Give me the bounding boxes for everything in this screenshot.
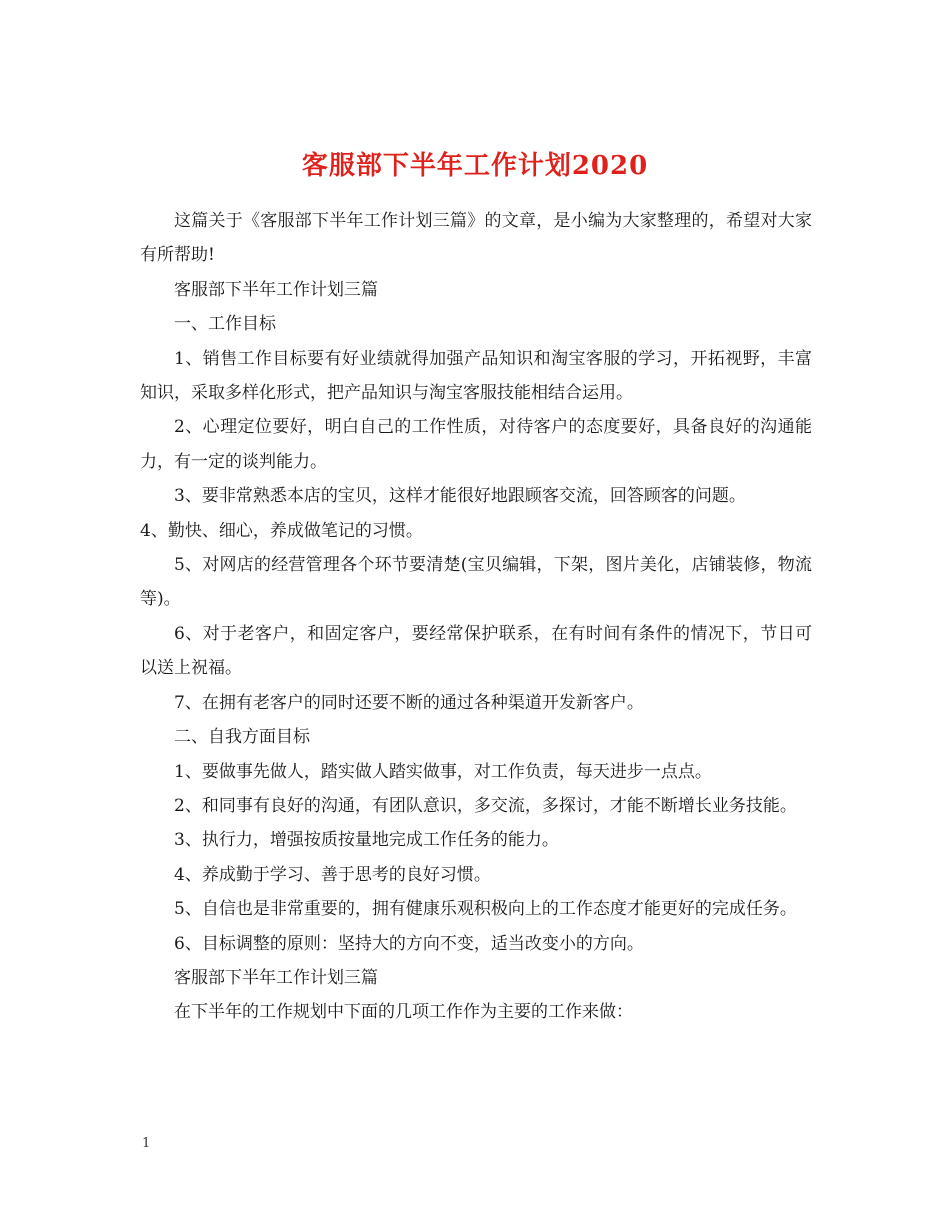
list-item-self-6: 6、目标调整的原则：坚持大的方向不变，适当改变小的方向。 xyxy=(174,933,644,954)
list-item-self-1: 1、要做事先做人，踏实做人踏实做事，对工作负责，每天进步一点点。 xyxy=(174,761,712,782)
paragraph-plan-intro: 在下半年的工作规划中下面的几项工作作为主要的工作来做： xyxy=(174,1002,633,1023)
list-item-goal-4: 4、勤快、细心，养成做笔记的习惯。 xyxy=(140,520,423,541)
document-body xyxy=(140,204,812,1030)
list-item-self-2: 2、和同事有良好的沟通，有团队意识，多交流，多探讨，才能不断增长业务技能。 xyxy=(174,795,797,816)
document-title: 客服部下半年工作计划2020 xyxy=(301,151,649,182)
section-heading-work-goals: 一、工作目标 xyxy=(174,314,276,335)
list-item-goal-2: 2、心理定位要好，明白自己的工作性质，对待客户的态度要好，具备良好的沟通能力，有一定的谈判能力。 xyxy=(140,417,812,472)
list-item-goal-7: 7、在拥有老客户的同时还要不断的通过各种渠道开发新客户。 xyxy=(174,692,644,713)
paragraph-intro: 这篇关于《客服部下半年工作计划三篇》的文章，是小编为大家整理的，希望对大家有所帮助! xyxy=(140,211,812,266)
paragraph-subtitle-repeat: 客服部下半年工作计划三篇 xyxy=(174,967,378,988)
list-item-goal-5: 5、对网店的经营管理各个环节要清楚(宝贝编辑，下架，图片美化，店铺装修，物流等)。 xyxy=(140,555,812,610)
page-number: 1 xyxy=(142,1136,151,1151)
paragraph-subtitle: 客服部下半年工作计划三篇 xyxy=(174,279,378,300)
list-item-goal-6: 6、对于老客户，和固定客户，要经常保护联系，在有时间有条件的情况下，节日可以送上祝福。 xyxy=(140,623,812,679)
list-item-self-5: 5、自信也是非常重要的，拥有健康乐观积极向上的工作态度才能更好的完成任务。 xyxy=(174,899,797,920)
section-heading-self-goals: 二、自我方面目标 xyxy=(174,727,310,748)
list-item-goal-3: 3、要非常熟悉本店的宝贝，这样才能很好地跟顾客交流，回答顾客的问题。 xyxy=(174,486,746,507)
list-item-self-4: 4、养成勤于学习、善于思考的良好习惯。 xyxy=(174,864,491,885)
list-item-self-3: 3、执行力，增强按质按量地完成工作任务的能力。 xyxy=(174,830,559,851)
list-item-goal-1: 1、销售工作目标要有好业绩就得加强产品知识和淘宝客服的学习，开拓视野，丰富知识，采取多样化形式，把产品知识与淘宝客服技能相结合运用。 xyxy=(140,348,812,404)
